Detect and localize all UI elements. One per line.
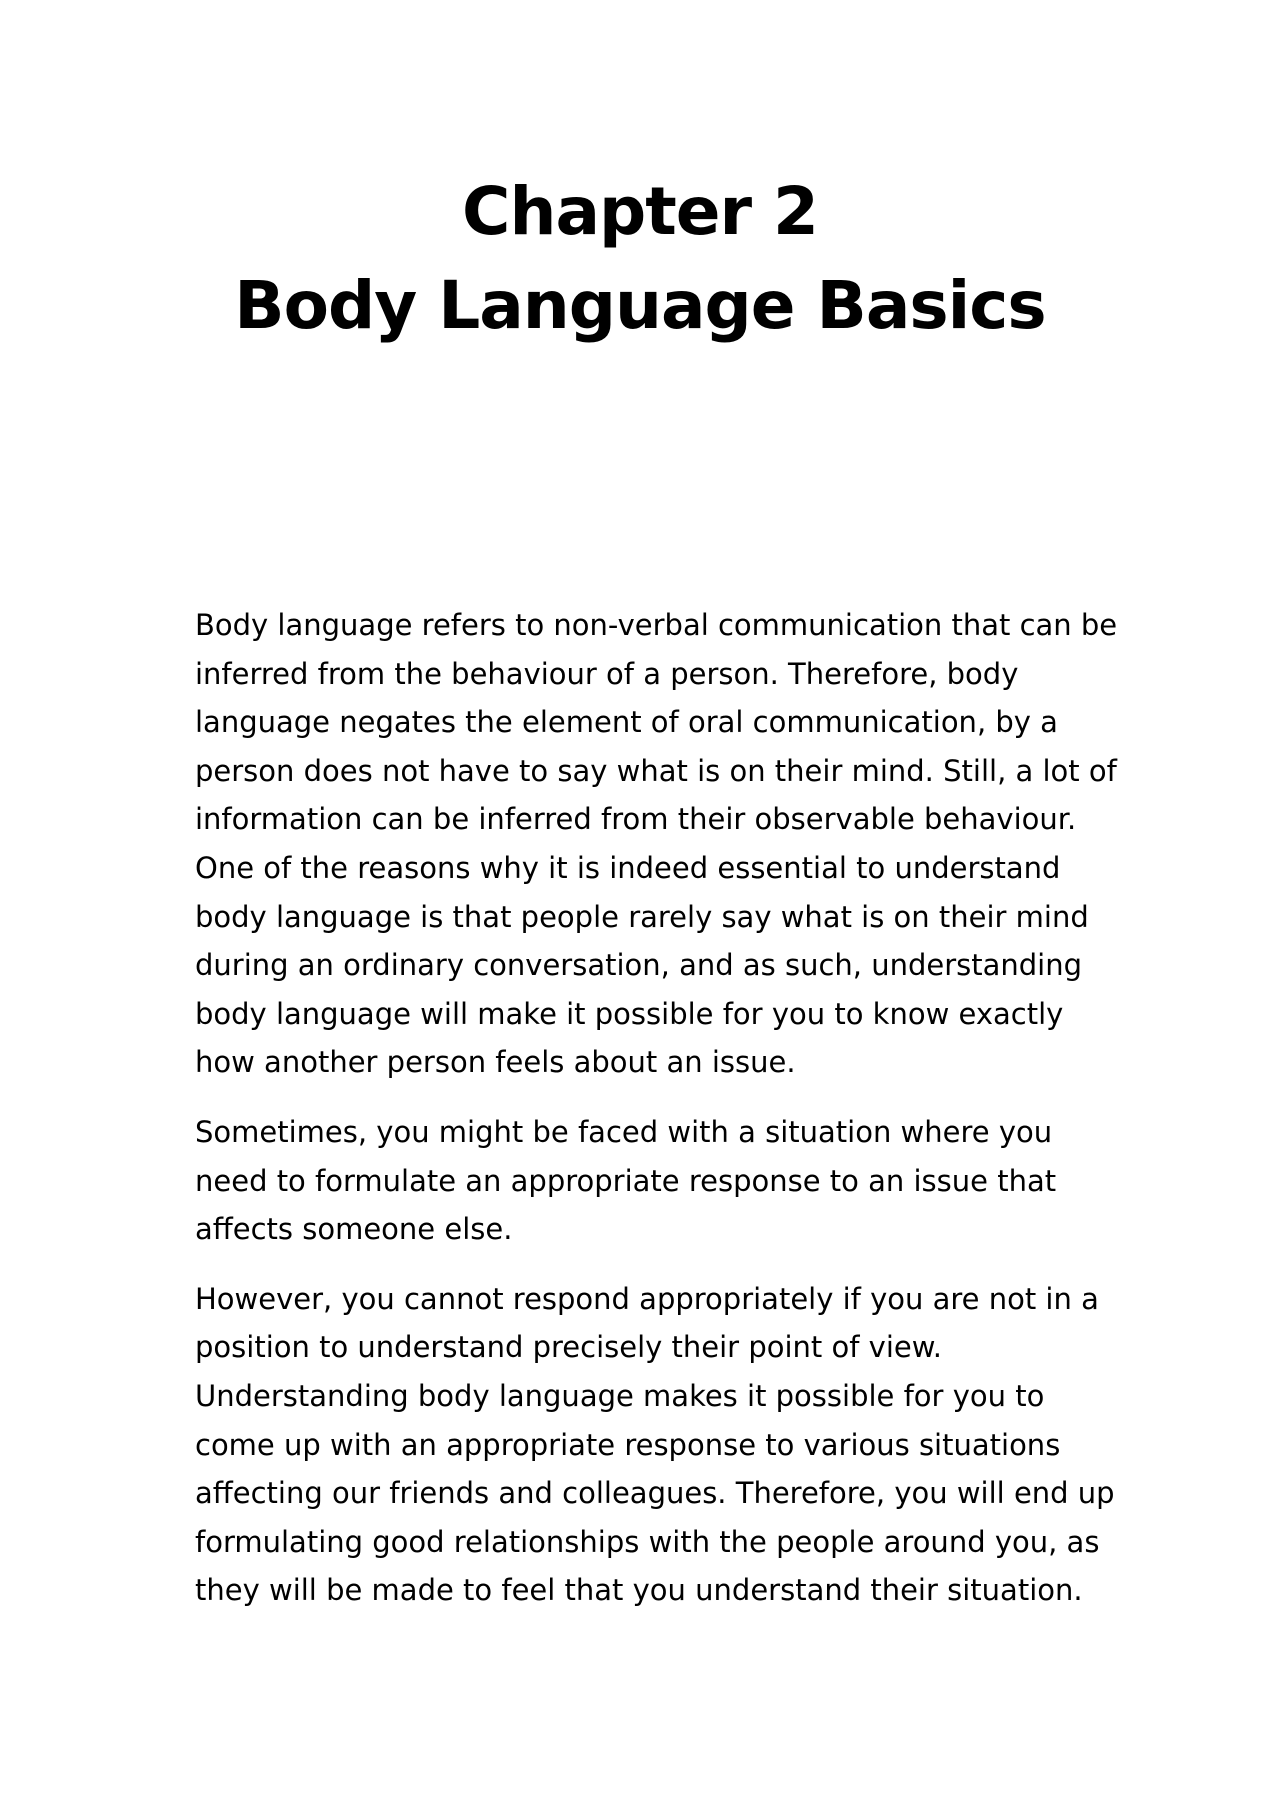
text-line: come up with an appropriate response to various situations bbox=[195, 1427, 1061, 1462]
text-line: affecting our friends and colleagues. Therefore, you will end up bbox=[195, 1476, 1115, 1511]
paragraph-1 bbox=[195, 601, 1118, 1087]
text-line: Sometimes, you might be faced with a situation where you bbox=[195, 1114, 1053, 1149]
text-line: formulating good relationships with the people around you, as bbox=[195, 1524, 1100, 1559]
text-line: body language is that people rarely say what is on their mind bbox=[195, 899, 1089, 934]
text-line: during an ordinary conversation, and as such, understanding bbox=[195, 948, 1083, 983]
text-line: language negates the element of oral communication, by a bbox=[195, 705, 1058, 740]
text-line: how another person feels about an issue. bbox=[195, 1045, 796, 1080]
text-line: body language will make it possible for you to know exactly bbox=[195, 996, 1064, 1031]
text-line: need to formulate an appropriate response to an issue that bbox=[195, 1163, 1057, 1198]
text-line: Body language refers to non-verbal communication that can be bbox=[195, 608, 1118, 642]
text-line: they will be made to feel that you understand their situation. bbox=[195, 1573, 1083, 1608]
text-line: One of the reasons why it is indeed essential to understand bbox=[195, 850, 1061, 885]
text-line: position to understand precisely their point of view. bbox=[195, 1330, 943, 1365]
text-line: affects someone else. bbox=[195, 1212, 513, 1247]
paragraph-3 bbox=[195, 1275, 1115, 1615]
paragraph-2 bbox=[195, 1108, 1095, 1254]
chapter-heading bbox=[0, 165, 1280, 353]
chapter-number: Chapter 2 bbox=[462, 173, 818, 250]
text-line: inferred from the behaviour of a person. Therefore, body bbox=[195, 656, 1019, 691]
text-line: person does not have to say what is on their mind. Still, a lot of bbox=[195, 753, 1117, 788]
body-text bbox=[195, 601, 1118, 1636]
text-line: Understanding body language makes it possible for you to bbox=[195, 1378, 1045, 1413]
text-line: information can be inferred from their observable behaviour. bbox=[195, 802, 1077, 837]
chapter-title: Body Language Basics bbox=[234, 267, 1046, 344]
text-line: However, you cannot respond appropriately if you are not in a bbox=[195, 1281, 1099, 1316]
